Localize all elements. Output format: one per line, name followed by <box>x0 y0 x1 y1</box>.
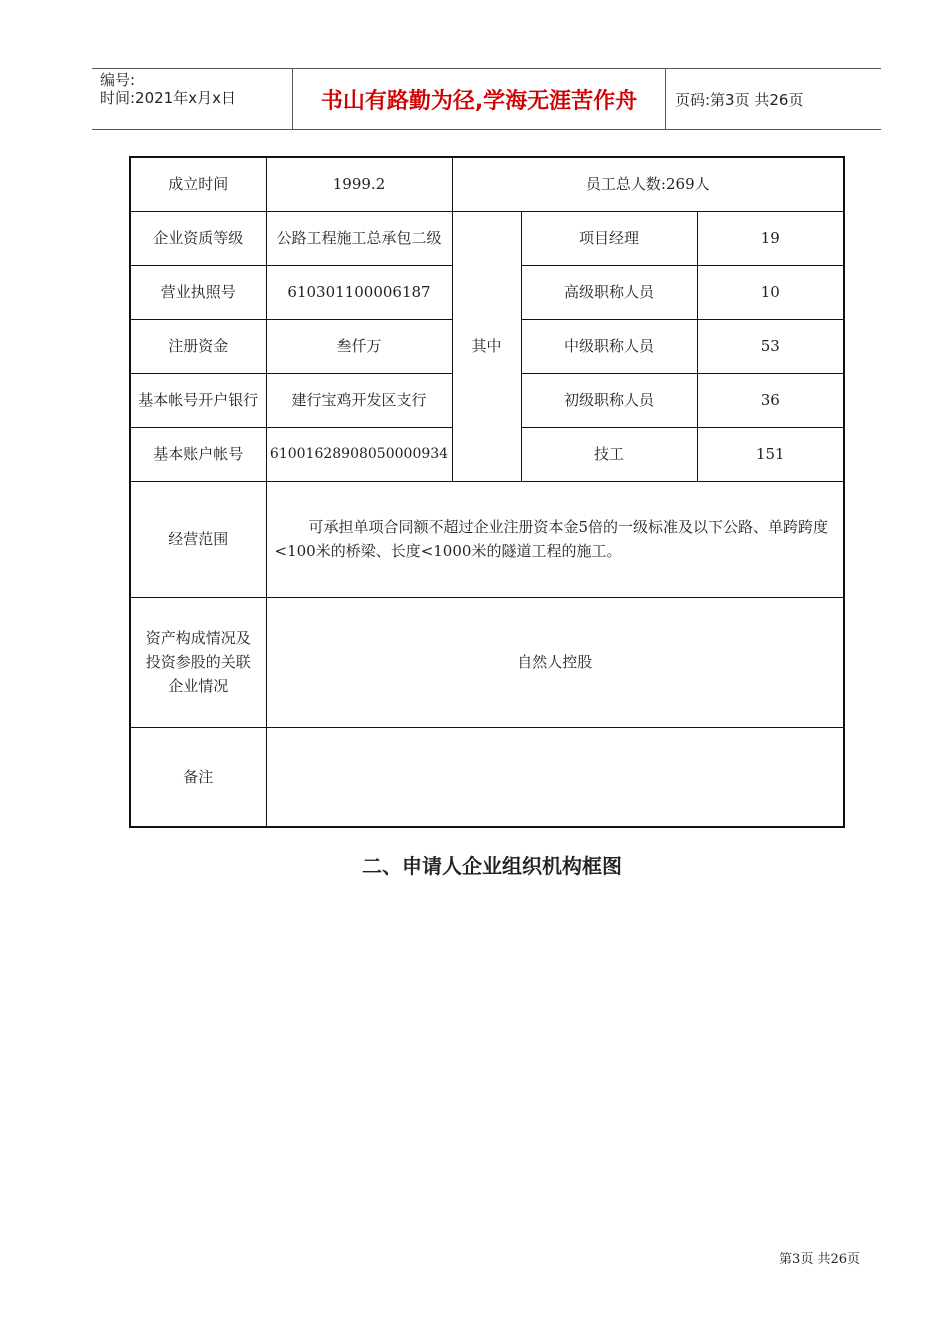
table-row <box>130 481 844 597</box>
table-row <box>130 597 844 727</box>
qualification-value: 公路工程施工总承包二级 <box>266 211 452 265</box>
qualification-label: 企业资质等级 <box>130 211 266 265</box>
table-row <box>130 211 844 265</box>
staff-count: 19 <box>697 211 844 265</box>
document-time-label: 时间:2021年x月x日 <box>100 89 236 107</box>
account-label: 基本账户帐号 <box>130 427 266 481</box>
header-motto: 书山有路勤为径,学海无涯苦作舟 <box>320 88 638 114</box>
staff-count: 10 <box>697 265 844 319</box>
assets-value: 自然人控股 <box>266 597 844 727</box>
capital-label: 注册资金 <box>130 319 266 373</box>
staff-total: 员工总人数:269人 <box>452 157 844 211</box>
license-value: 610301100006187 <box>266 265 452 319</box>
capital-value: 叁仟万 <box>266 319 452 373</box>
founded-label: 成立时间 <box>130 157 266 211</box>
header-page-number: 页码:第3页 共26页 <box>675 90 804 109</box>
company-info-table <box>129 156 845 828</box>
account-value: 61001628908050000934 <box>266 427 452 481</box>
founded-value: 1999.2 <box>266 157 452 211</box>
of-which-label: 其中 <box>452 211 521 481</box>
staff-count: 151 <box>697 427 844 481</box>
bank-value: 建行宝鸡开发区支行 <box>266 373 452 427</box>
license-label: 营业执照号 <box>130 265 266 319</box>
staff-role: 中级职称人员 <box>521 319 697 373</box>
scope-cell <box>266 481 844 597</box>
staff-role: 初级职称人员 <box>521 373 697 427</box>
staff-role: 技工 <box>521 427 697 481</box>
staff-count: 53 <box>697 319 844 373</box>
staff-role: 高级职称人员 <box>521 265 697 319</box>
bank-label: 基本帐号开户银行 <box>130 373 266 427</box>
scope-label: 经营范围 <box>130 481 266 597</box>
remarks-label: 备注 <box>130 727 266 827</box>
table-row <box>130 727 844 827</box>
staff-count: 36 <box>697 373 844 427</box>
staff-role: 项目经理 <box>521 211 697 265</box>
header-divider <box>665 69 666 129</box>
document-number-label: 编号: <box>100 71 136 89</box>
page-footer: 第3页 共26页 <box>779 1252 860 1267</box>
page-header <box>92 68 881 130</box>
scope-value: 可承担单项合同额不超过企业注册资本金5倍的一级标准及以下公路、单跨跨度<100米的桥梁、长度<1000米的隧道工程的施工。 <box>274 518 829 560</box>
remarks-value <box>266 727 844 827</box>
assets-label: 资产构成情况及投资参股的关联企业情况 <box>130 597 266 727</box>
header-meta <box>100 71 290 127</box>
section-title: 二、申请人企业组织机构框图 <box>362 854 622 878</box>
table-row <box>130 157 844 211</box>
